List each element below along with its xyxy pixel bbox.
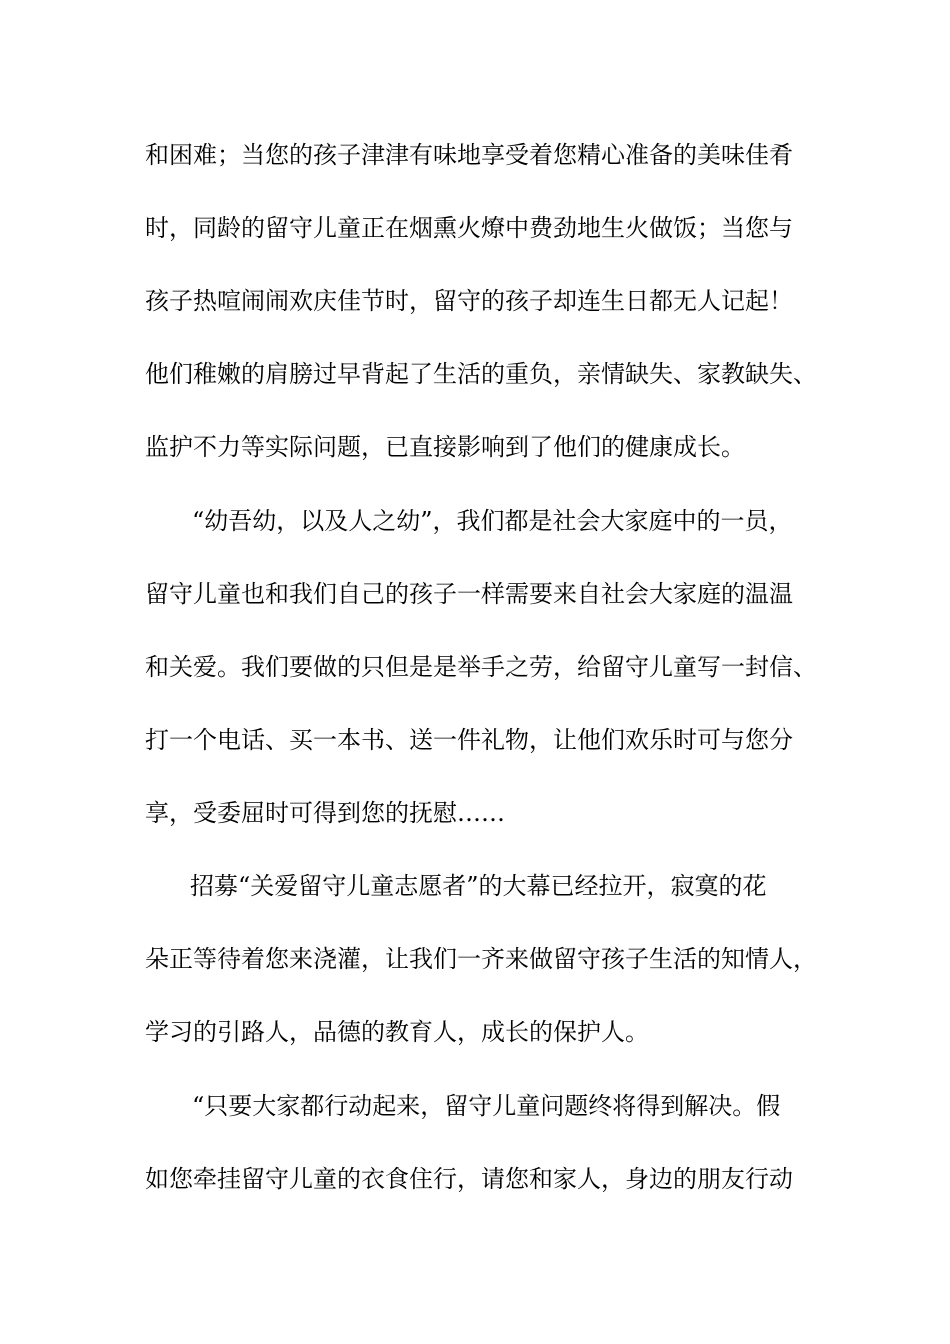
text-line: 他们稚嫩的肩膀过早背起了生活的重负，亲情缺失、家教缺失、 <box>145 360 817 388</box>
text-line: 和困难；当您的孩子津津有味地享受着您精心准备的美味佳肴 <box>145 141 793 169</box>
paragraph-start-line: 招募“关爱留守儿童志愿者”的大幕已经拉开，寂寞的花 <box>190 872 767 900</box>
text-line: 如您牵挂留守儿童的衣食住行，请您和家人，身边的朋友行动 <box>145 1165 793 1193</box>
paragraph-start-line: “幼吾幼，以及人之幼”，我们都是社会大家庭中的一员， <box>192 507 793 535</box>
text-line: 享，受委屈时可得到您的抚慰…… <box>145 799 505 827</box>
text-line: 留守儿童也和我们自己的孩子一样需要来自社会大家庭的温温 <box>145 580 793 608</box>
text-line: 监护不力等实际问题，已直接影响到了他们的健康成长。 <box>145 433 745 461</box>
text-line: 时，同龄的留守儿童正在烟熏火燎中费劲地生火做饭；当您与 <box>145 214 793 242</box>
text-line: 学习的引路人，品德的教育人，成长的保护人。 <box>145 1018 649 1046</box>
text-line: 打一个电话、买一本书、送一件礼物，让他们欢乐时可与您分 <box>145 726 793 754</box>
text-line: 孩子热喧闹闹欢庆佳节时，留守的孩子却连生日都无人记起！ <box>145 287 793 315</box>
paragraph-start-line: “只要大家都行动起来，留守儿童问题终将得到解决。假 <box>192 1092 781 1120</box>
text-line: 朵正等待着您来浇灌，让我们一齐来做留守孩子生活的知情人， <box>145 945 817 973</box>
text-line: 和关爱。我们要做的只但是是举手之劳，给留守儿童写一封信、 <box>145 653 817 681</box>
